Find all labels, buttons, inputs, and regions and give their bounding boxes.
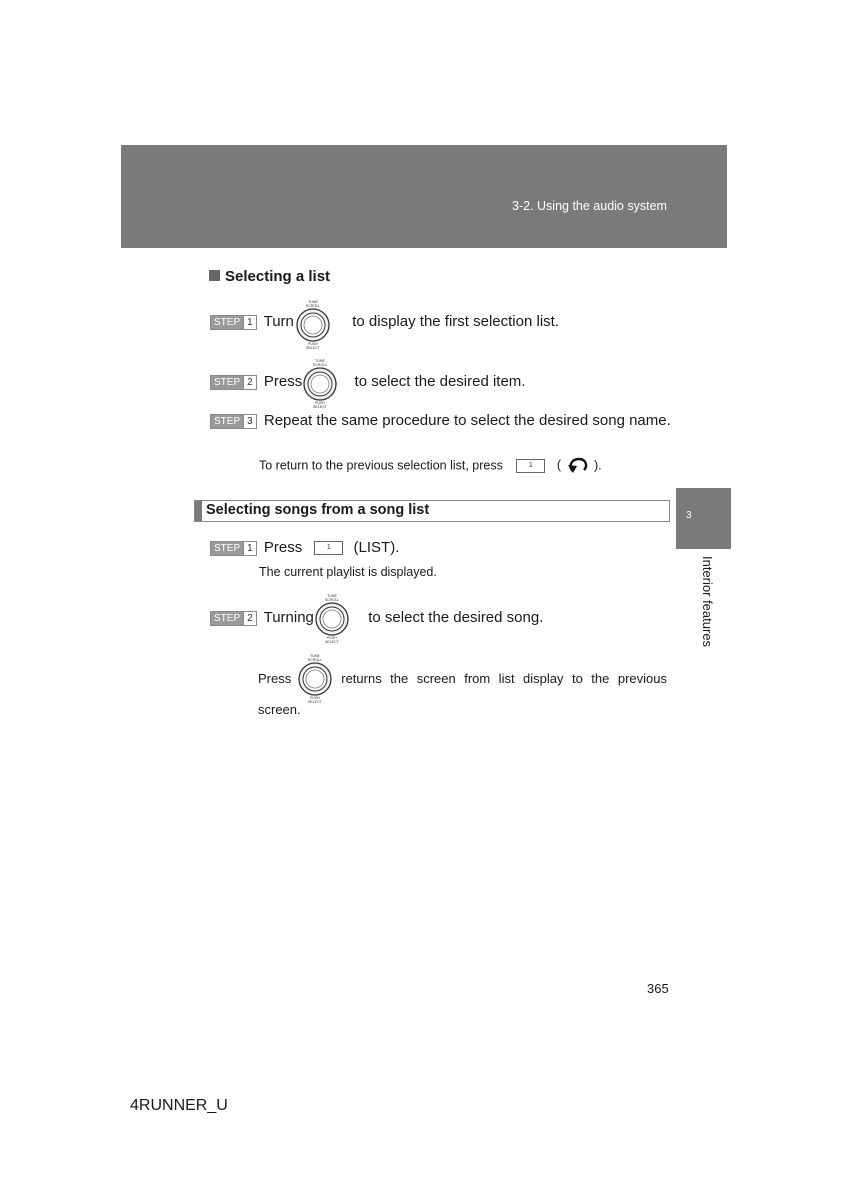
playlist-note: The current playlist is displayed. [259, 565, 437, 579]
section-title: 3-2. Using the audio system [512, 199, 667, 213]
svg-text:SCROLL: SCROLL [324, 598, 340, 602]
svg-text:TUNE: TUNE [308, 300, 318, 304]
section-heading-text: Selecting songs from a song list [206, 502, 430, 518]
svg-text:PUSH: PUSH [315, 401, 325, 405]
tune-knob-icon [310, 592, 354, 646]
svg-text:SCROLL: SCROLL [305, 304, 321, 308]
chapter-title: Interior features [700, 556, 715, 648]
tune-knob-icon [298, 357, 342, 411]
tune-knob-icon [291, 298, 335, 352]
svg-text:SCROLL: SCROLL [307, 658, 323, 662]
song-step-2-turning: STEP 2 Turning to select the desired song. [210, 609, 543, 626]
step-1-turn: STEP 1 Turn to display the first selection list. [210, 313, 559, 330]
square-bullet-icon [209, 270, 220, 281]
subheading-selecting-list: Selecting a list [209, 268, 330, 285]
svg-text:TUNE: TUNE [310, 654, 320, 658]
song-step-1-press: STEP 1 Press 1 (LIST). [210, 539, 399, 556]
svg-text:SELECT: SELECT [325, 640, 339, 644]
step-badge: STEP 3 [210, 414, 257, 429]
tune-knob-icon [293, 652, 337, 706]
chapter-tab [676, 488, 731, 549]
step-badge: STEP 1 [210, 541, 257, 556]
step-3-repeat: STEP 3 Repeat the same procedure to select the desired song name. [210, 412, 671, 429]
preset-key-1: 1 [516, 459, 545, 473]
section-heading-song-list [194, 500, 670, 522]
svg-text:TUNE: TUNE [315, 359, 325, 363]
svg-text:SELECT: SELECT [306, 346, 320, 350]
svg-text:SCROLL: SCROLL [312, 363, 328, 367]
step-2-press: STEP 2 Press to select the desired item. [210, 373, 525, 390]
step-badge: STEP 2 [210, 611, 257, 626]
header-band [121, 145, 727, 248]
page-number: 365 [647, 981, 669, 996]
model-code: 4RUNNER_U [130, 1097, 228, 1114]
svg-text:PUSH: PUSH [308, 342, 318, 346]
svg-text:SELECT: SELECT [308, 700, 322, 704]
preset-key-1: 1 [314, 541, 343, 555]
step-badge: STEP 2 [210, 375, 257, 390]
svg-text:SELECT: SELECT [313, 405, 327, 409]
svg-text:PUSH: PUSH [310, 696, 320, 700]
chapter-number: 3 [686, 510, 692, 521]
section-bar-edge [195, 501, 202, 521]
back-arrow-icon [565, 456, 591, 476]
svg-text:PUSH: PUSH [327, 636, 337, 640]
step-badge: STEP 1 [210, 315, 257, 330]
return-note: To return to the previous selection list, press 1 ( ). [259, 456, 602, 476]
svg-text:TUNE: TUNE [327, 594, 337, 598]
press-returns-note: Press returns the screen from list display to the previous screen. [258, 671, 667, 717]
